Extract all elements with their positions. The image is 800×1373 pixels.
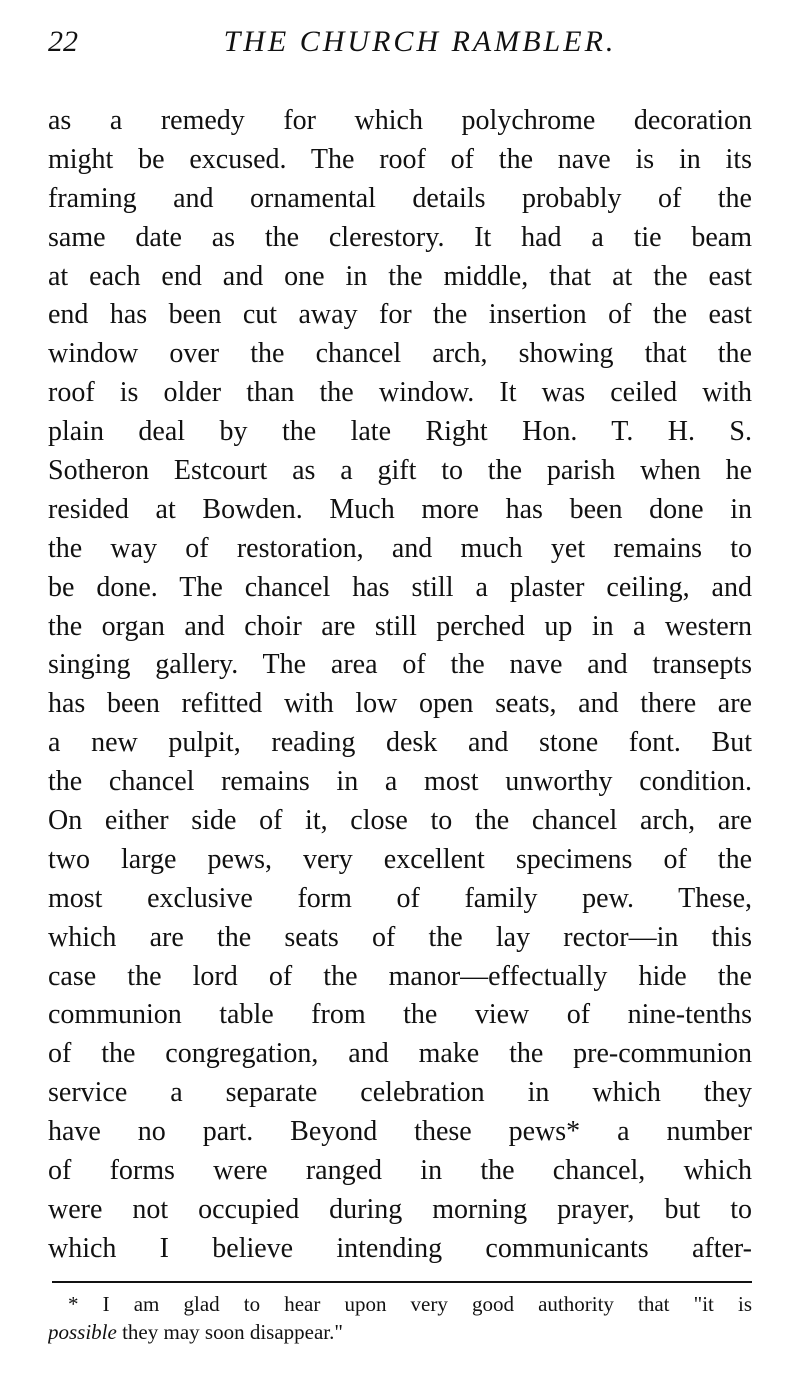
- text-line: plain deal by the late Right Hon. T. H. S.: [48, 416, 752, 448]
- text-line: were not occupied during morning prayer, but to: [48, 1193, 752, 1225]
- page-header: [48, 22, 752, 62]
- text-line: singing gallery. The area of the nave and transepts: [48, 649, 752, 681]
- text-line: Sotheron Estcourt as a gift to the parish when he: [48, 455, 752, 487]
- footnote-line-rest: they may soon disappear.": [116, 1320, 343, 1344]
- text-line: the organ and choir are still perched up in a western: [48, 610, 752, 642]
- text-line: communion table from the view of nine-tenths: [48, 999, 752, 1031]
- text-line: framing and ornamental details probably of the: [48, 182, 752, 214]
- running-title: THE CHURCH RAMBLER.: [223, 25, 617, 58]
- footnote-emphasis: possible: [48, 1320, 117, 1344]
- text-line: which I believe intending communicants after-: [48, 1232, 752, 1264]
- footnote-line: [48, 1318, 752, 1346]
- text-line: might be excused. The roof of the nave is in its: [48, 143, 752, 175]
- page-number: 22: [48, 25, 78, 58]
- text-line: which are the seats of the lay rector—in this: [48, 921, 752, 953]
- text-line: have no part. Beyond these pews* a number: [48, 1116, 752, 1148]
- text-line: a new pulpit, reading desk and stone font. But: [48, 727, 752, 759]
- text-line: has been refitted with low open seats, and there are: [48, 688, 752, 720]
- text-line: window over the chancel arch, showing that the: [48, 338, 752, 370]
- text-line: two large pews, very excellent specimens of the: [48, 843, 752, 875]
- text-line: roof is older than the window. It was ceiled with: [48, 377, 752, 409]
- footnote-divider: [52, 1281, 752, 1283]
- text-line: On either side of it, close to the chancel arch, are: [48, 805, 752, 837]
- text-line: of forms were ranged in the chancel, which: [48, 1155, 752, 1187]
- text-line: of the congregation, and make the pre-communion: [48, 1038, 752, 1070]
- text-line: case the lord of the manor—effectually hide the: [48, 960, 752, 992]
- text-line: as a remedy for which polychrome decoration: [48, 105, 752, 136]
- text-line: the chancel remains in a most unworthy condition.: [48, 766, 752, 798]
- footnote-line: * I am glad to hear upon very good authority that "it is: [68, 1292, 752, 1316]
- text-line: most exclusive form of family pew. These,: [48, 882, 752, 914]
- body-text: [48, 102, 752, 1269]
- text-line: be done. The chancel has still a plaster ceiling, and: [48, 571, 752, 603]
- text-line: same date as the clerestory. It had a tie beam: [48, 221, 752, 253]
- text-line: at each end and one in the middle, that at the east: [48, 260, 752, 292]
- text-line: end has been cut away for the insertion of the east: [48, 299, 752, 331]
- text-line: service a separate celebration in which they: [48, 1077, 752, 1109]
- footnote: [48, 1290, 752, 1346]
- text-line: the way of restoration, and much yet remains to: [48, 532, 752, 564]
- text-line: resided at Bowden. Much more has been done in: [48, 493, 752, 525]
